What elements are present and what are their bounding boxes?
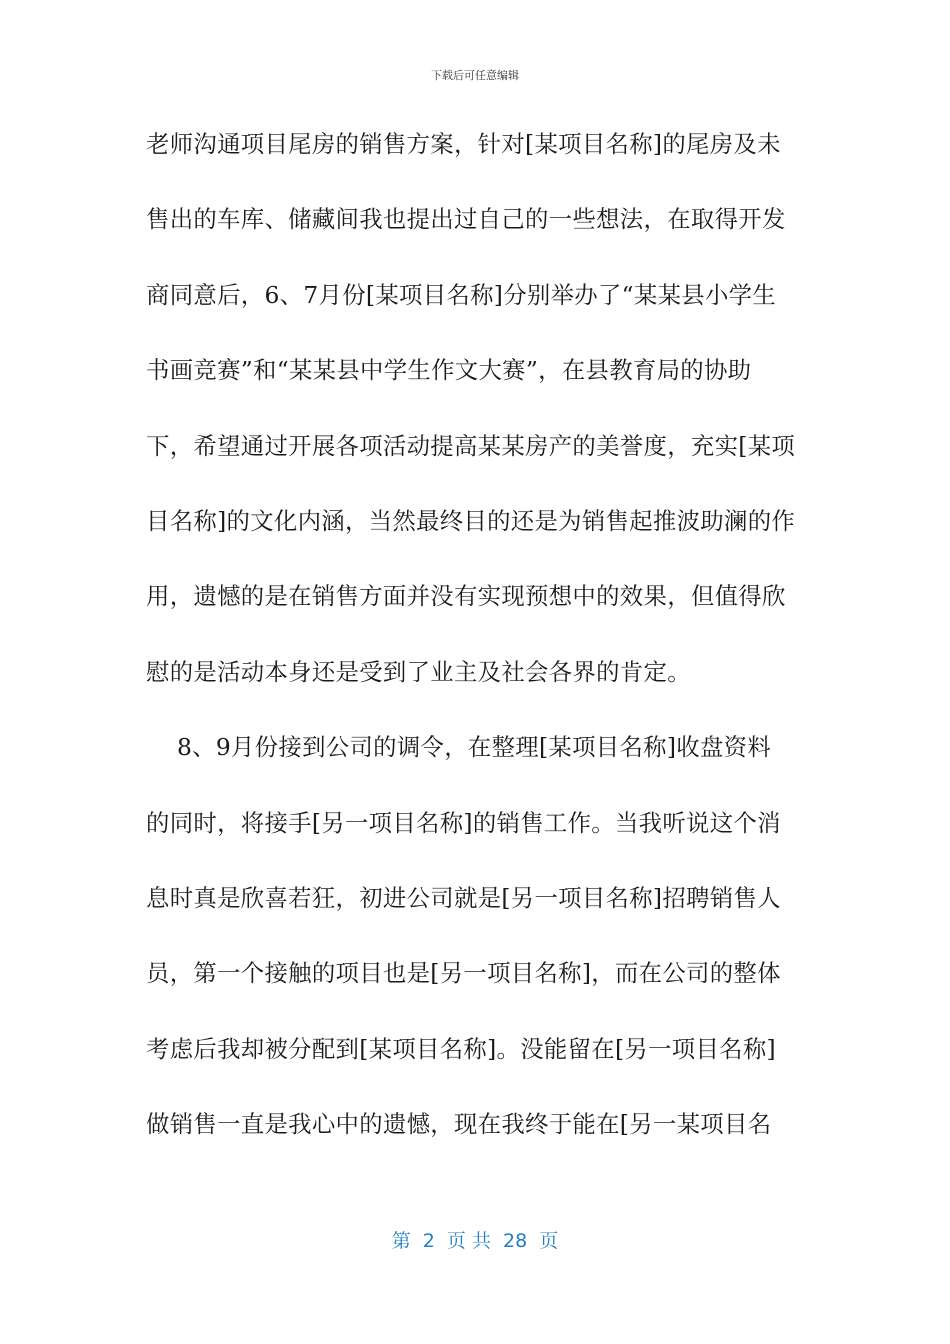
text-line: 书画竞赛”和“某某县中学生作文大赛”，在县教育局的协助 <box>146 356 752 385</box>
page-header: 下载后可任意编辑 <box>431 69 519 82</box>
document-body <box>146 118 802 1173</box>
text-line: 8、9月份接到公司的调令，在整理[某项目名称]收盘资料 <box>146 733 772 762</box>
text-line: 老师沟通项目尾房的销售方案，针对[某项目名称]的尾房及未 <box>146 130 781 158</box>
text-line: 目名称]的文化内涵，当然最终目的还是为销售起推波助澜的作 <box>146 506 796 535</box>
text-line: 员，第一个接触的项目也是[另一项目名称]，而在公司的整体 <box>146 959 781 988</box>
text-line: 息时真是欣喜若狂，初进公司就是[另一项目名称]招聘销售人 <box>146 883 781 912</box>
text-line: 下，希望通过开展各项活动提高某某房产的美誉度，充实[某项 <box>146 431 796 460</box>
text-line: 售出的车库、储藏间我也提出过自己的一些想法，在取得开发 <box>146 205 786 234</box>
text-line: 慰的是活动本身还是受到了业主及社会各界的肯定。 <box>146 657 691 686</box>
text-line: 用，遗憾的是在销售方面并没有实现预想中的效果，但值得欣 <box>146 582 786 611</box>
page-number-footer: 第 2 页 共 28 页 <box>391 1230 559 1252</box>
text-line: 的同时，将接手[另一项目名称]的销售工作。当我听说这个消 <box>146 808 781 837</box>
text-line: 考虑后我却被分配到[某项目名称]。没能留在[另一项目名称] <box>146 1034 776 1063</box>
text-line: 做销售一直是我心中的遗憾，现在我终于能在[另一某项目名 <box>146 1110 772 1139</box>
text-line: 商同意后，6、7月份[某项目名称]分别举办了“某某县小学生 <box>146 280 777 309</box>
